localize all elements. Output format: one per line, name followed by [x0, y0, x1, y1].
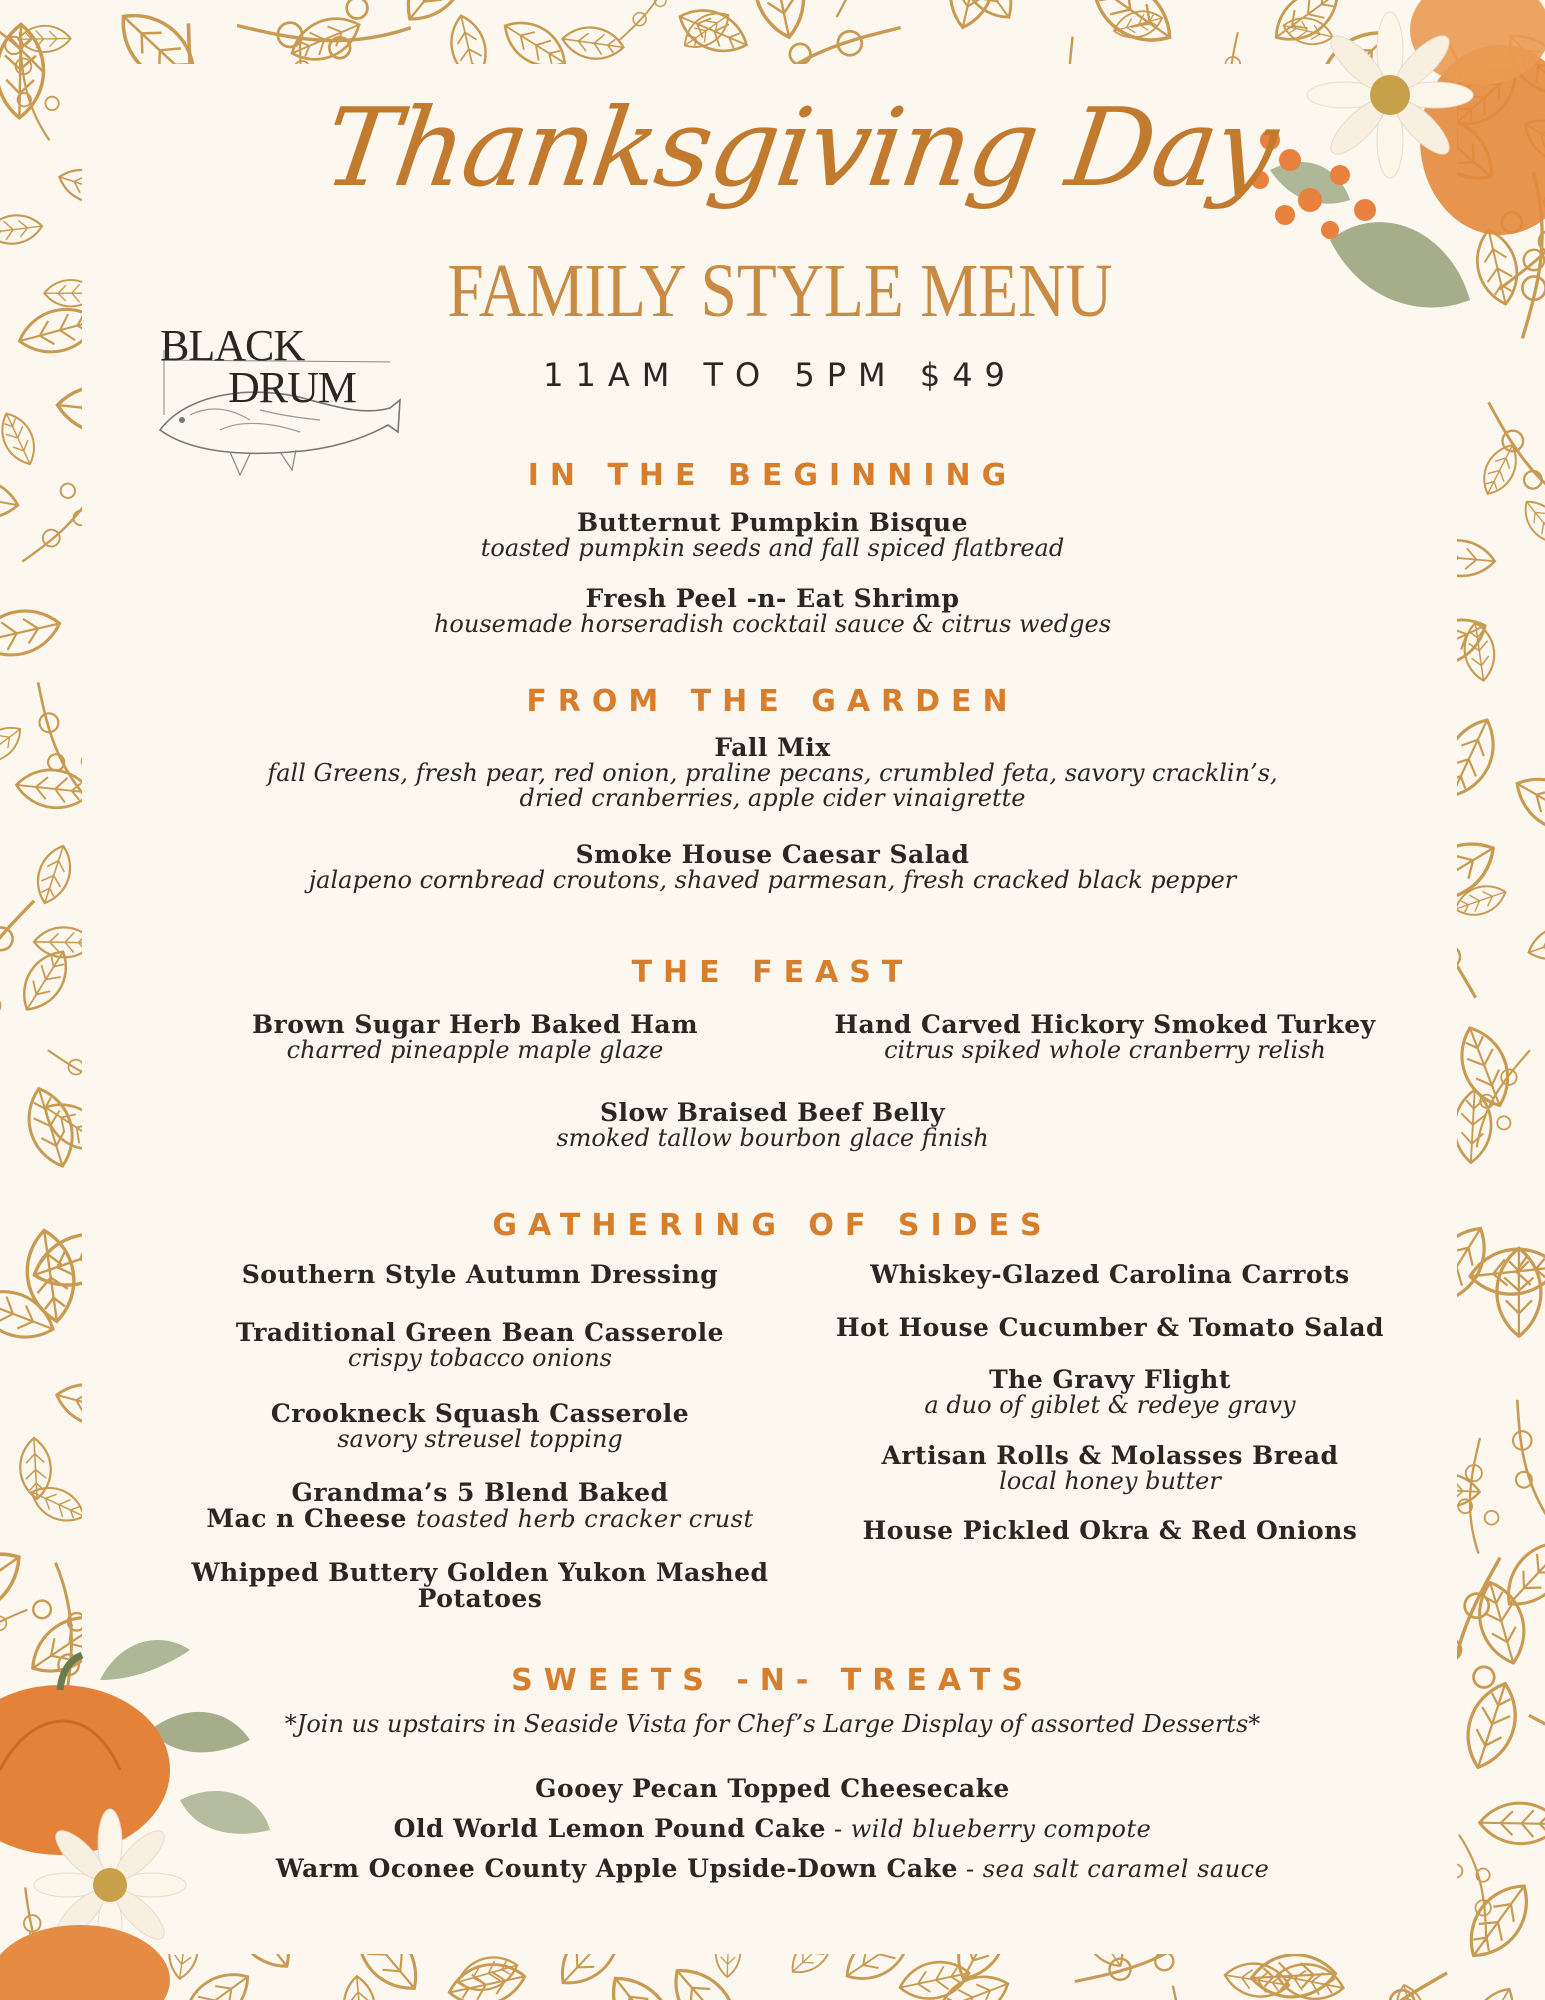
section-heading-sweets: SWEETS -N- TREATS — [511, 1663, 1034, 1698]
menu-item — [800, 1262, 1420, 1288]
menu-item — [800, 1518, 1420, 1544]
menu-subtitle: FAMILY STYLE MENU — [447, 249, 1113, 333]
item-description: charred pineapple maple glaze — [286, 1036, 664, 1065]
menu-item — [0, 735, 1545, 812]
menu-item — [0, 842, 1545, 893]
item-description: - sea salt caramel sauce — [957, 1855, 1270, 1883]
menu-item — [170, 1262, 790, 1288]
menu-item — [0, 1856, 1545, 1882]
item-name: The Gravy Flight — [989, 1365, 1231, 1394]
item-description: toasted herb cracker crust — [416, 1505, 754, 1534]
menu-item — [170, 1320, 790, 1371]
item-description: dried cranberries, apple cider vinaigrette — [519, 784, 1026, 813]
item-name: Hand Carved Hickory Smoked Turkey — [834, 1010, 1376, 1039]
item-name: Whiskey-Glazed Carolina Carrots — [870, 1260, 1350, 1289]
item-name: Fresh Peel -n- Eat Shrimp — [585, 584, 960, 613]
item-name: Old World Lemon Pound Cake — [393, 1814, 826, 1843]
menu-item — [800, 1443, 1420, 1494]
menu-item — [0, 1816, 1545, 1842]
item-name: Slow Braised Beef Belly — [599, 1098, 946, 1127]
item-name: Fall Mix — [714, 733, 831, 762]
item-name: Southern Style Autumn Dressing — [241, 1260, 719, 1289]
menu-item — [0, 586, 1545, 637]
item-description: housemade horseradish cocktail sauce & citrus wedges — [433, 610, 1112, 639]
item-description: a duo of giblet & redeye gravy — [924, 1391, 1296, 1420]
item-name: Mac n Cheese — [206, 1504, 407, 1534]
item-description: crispy tobacco onions — [348, 1344, 612, 1373]
item-name: Artisan Rolls & Molasses Bread — [881, 1441, 1339, 1470]
menu-item — [170, 1480, 790, 1533]
menu-item — [0, 1776, 1545, 1802]
item-description: smoked tallow bourbon glace finish — [556, 1124, 989, 1153]
item-description: jalapeno cornbread croutons, shaved parmesan, fresh cracked black pepper — [308, 866, 1237, 895]
menu-item — [170, 1560, 790, 1613]
item-description: fall Greens, fresh pear, red onion, praline pecans, crumbled feta, savory cracklin’s, — [267, 759, 1278, 788]
menu-item — [165, 1012, 785, 1063]
section-heading-beginning: IN THE BEGINNING — [527, 458, 1018, 493]
menu-title: Thanksgiving Day — [316, 86, 1284, 211]
item-name: Warm Oconee County Apple Upside-Down Cake — [275, 1854, 958, 1883]
section-heading-feast: THE FEAST — [631, 955, 914, 990]
section-heading-sides: GATHERING OF SIDES — [492, 1208, 1053, 1243]
item-description: savory streusel topping — [337, 1425, 623, 1454]
dessert-note — [0, 1712, 1545, 1737]
dessert-note-text: *Join us upstairs in Seaside Vista for Chef’s Large Display of assorted Desserts* — [284, 1710, 1261, 1738]
item-name: Butternut Pumpkin Bisque — [577, 508, 968, 537]
item-name: Gooey Pecan Topped Cheesecake — [535, 1774, 1010, 1803]
item-name: Traditional Green Bean Casserole — [235, 1318, 725, 1347]
item-name: Crookneck Squash Casserole — [270, 1399, 690, 1428]
menu-item — [795, 1012, 1415, 1063]
menu-item — [800, 1315, 1420, 1341]
logo-word-drum: DRUM — [228, 363, 357, 412]
item-name: Grandma’s 5 Blend Baked — [291, 1478, 669, 1507]
item-description: citrus spiked whole cranberry relish — [884, 1036, 1326, 1065]
item-name: Brown Sugar Herb Baked Ham — [251, 1010, 699, 1039]
item-name: House Pickled Okra & Red Onions — [862, 1516, 1358, 1545]
item-description: toasted pumpkin seeds and fall spiced flatbread — [480, 534, 1065, 563]
item-name: Hot House Cucumber & Tomato Salad — [835, 1313, 1385, 1342]
menu-item — [0, 510, 1545, 561]
section-heading-garden: FROM THE GARDEN — [526, 684, 1019, 719]
item-description: local honey butter — [999, 1467, 1221, 1496]
menu-item — [0, 1100, 1545, 1151]
item-name: Potatoes — [417, 1584, 543, 1614]
item-name: Smoke House Caesar Salad — [575, 840, 970, 869]
logo-word-black: BLACK — [160, 321, 305, 370]
menu-item — [800, 1367, 1420, 1418]
item-description: - wild blueberry compote — [825, 1815, 1152, 1843]
item-name: Whipped Buttery Golden Yukon Mashed — [191, 1558, 769, 1587]
menu-item — [170, 1401, 790, 1452]
hours-and-price: 11AM TO 5PM $49 — [543, 356, 1017, 394]
